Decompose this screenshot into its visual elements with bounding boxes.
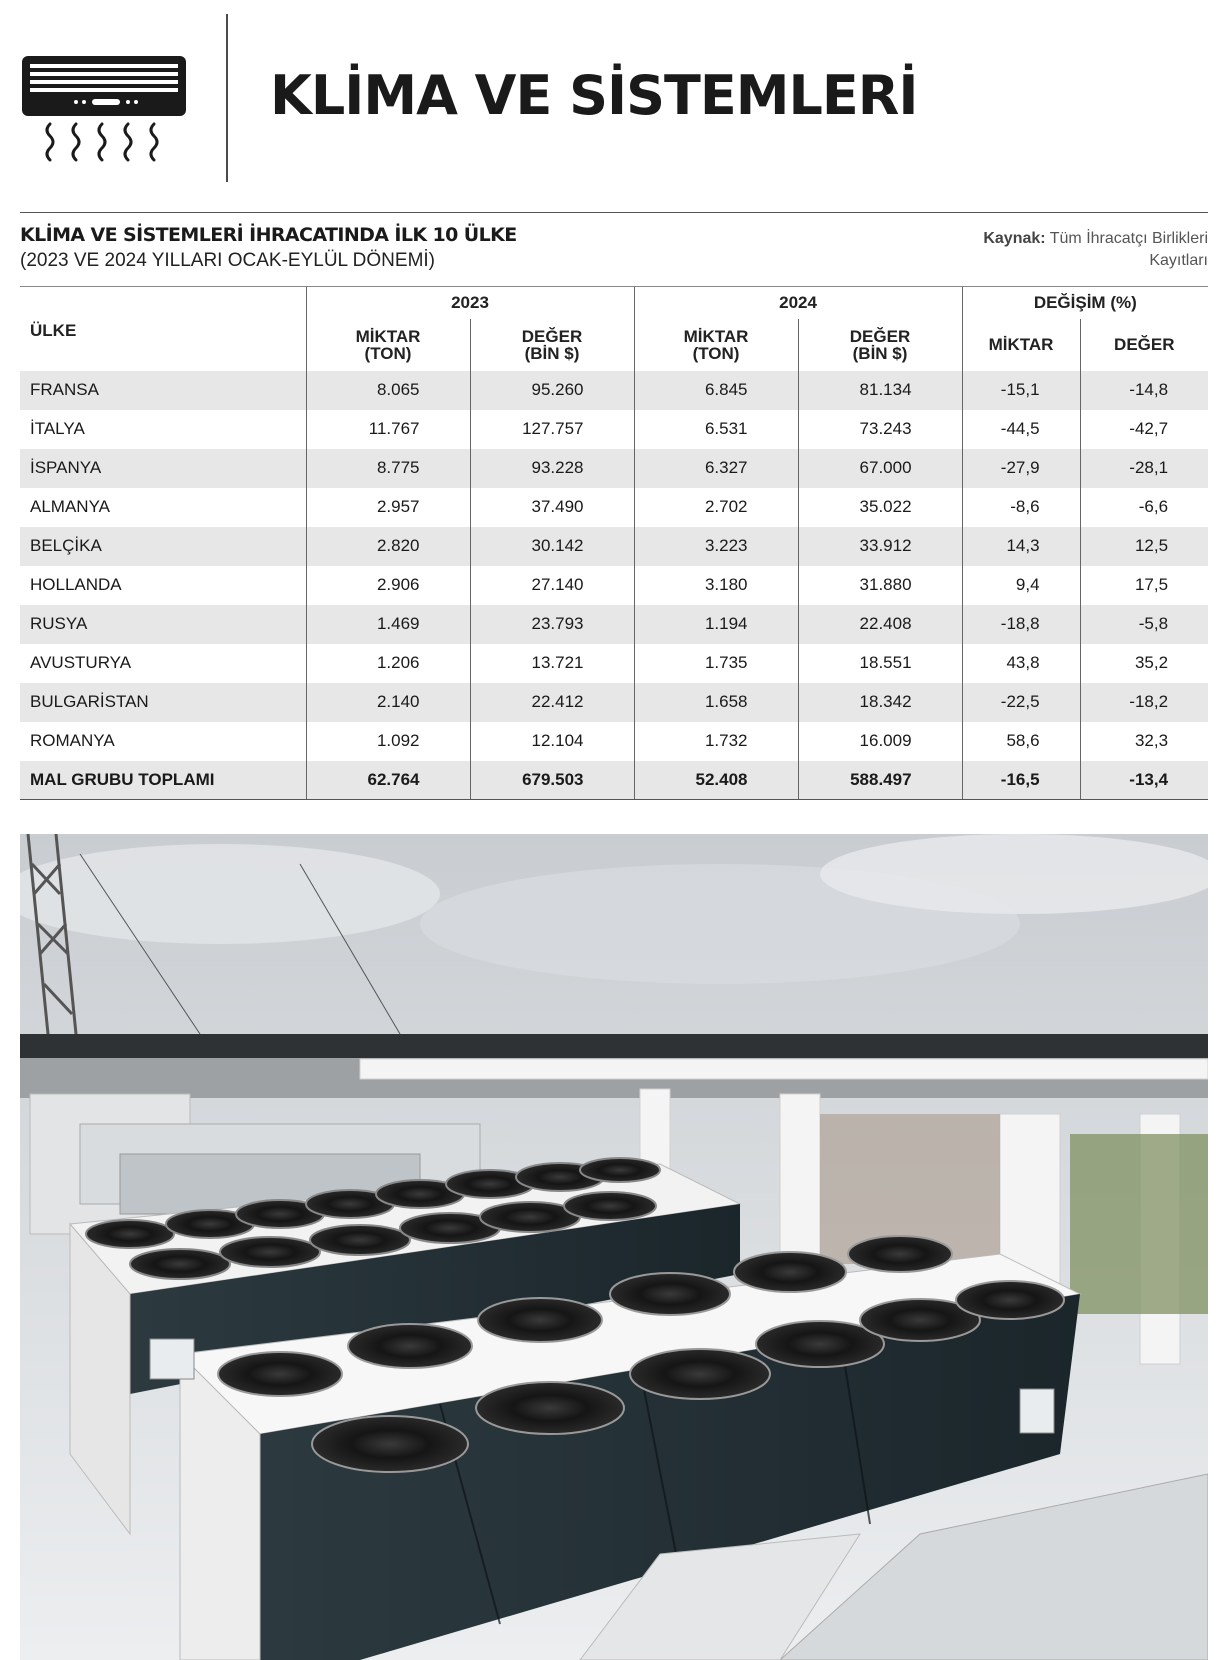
cell-change-val: -28,1	[1080, 449, 1208, 488]
cell-2024-val: 18.342	[798, 683, 962, 722]
cell-change-val: -14,8	[1080, 371, 1208, 410]
cell-change-qty: 43,8	[962, 644, 1080, 683]
col-header-country: ÜLKE	[20, 287, 306, 371]
cell-2023-qty: 1.469	[306, 605, 470, 644]
cell-change-val: -42,7	[1080, 410, 1208, 449]
val-unit: (BİN $)	[524, 343, 580, 363]
cell-2024-val: 31.880	[798, 566, 962, 605]
cell-country: FRANSA	[20, 371, 306, 410]
qty-unit: (TON)	[692, 343, 740, 363]
cell-change-qty: 58,6	[962, 722, 1080, 761]
cell-2024-val: 81.134	[798, 371, 962, 410]
cell-change-val: -13,4	[1080, 761, 1208, 800]
col-header-2024: 2024	[634, 287, 962, 319]
cell-2023-val: 679.503	[470, 761, 634, 800]
cell-change-val: 35,2	[1080, 644, 1208, 683]
cell-2024-val: 33.912	[798, 527, 962, 566]
table-total-row	[20, 761, 1208, 800]
table-row	[20, 605, 1208, 644]
cell-2024-qty: 6.845	[634, 371, 798, 410]
cell-2023-val: 37.490	[470, 488, 634, 527]
cell-2023-val: 23.793	[470, 605, 634, 644]
cell-2024-val: 22.408	[798, 605, 962, 644]
table-subtitle: (2023 VE 2024 YILLARI OCAK-EYLÜL DÖNEMİ)	[20, 250, 436, 271]
col-header-change: DEĞİŞİM (%)	[962, 287, 1208, 319]
cell-2023-qty: 8.065	[306, 371, 470, 410]
col-header-2023: 2023	[306, 287, 634, 319]
cell-change-qty: -16,5	[962, 761, 1080, 800]
col-header-2024-qty	[634, 319, 798, 371]
cell-2023-val: 27.140	[470, 566, 634, 605]
cell-country: ROMANYA	[30, 731, 115, 750]
cell-country: MAL GRUBU TOPLAMI	[20, 761, 306, 800]
cell-2024-val: 588.497	[798, 761, 962, 800]
cell-2024-val: 16.009	[798, 722, 962, 761]
cell-2024-qty: 1.735	[634, 644, 798, 683]
cell-change-val: 12,5	[1080, 527, 1208, 566]
page-header	[20, 14, 1208, 182]
cell-change-qty: -22,5	[962, 683, 1080, 722]
cell-2024-qty: 6.531	[634, 410, 798, 449]
cell-2023-val: 95.260	[470, 371, 634, 410]
rooftop-condenser-units-photo	[20, 834, 1208, 1660]
cell-change-val: -5,8	[1080, 605, 1208, 644]
cell-2024-qty: 3.223	[634, 527, 798, 566]
cell-2023-qty: 8.775	[306, 449, 470, 488]
cell-2023-val: 93.228	[470, 449, 634, 488]
source-label: Kaynak:	[983, 230, 1046, 247]
val-unit: (BİN $)	[852, 343, 908, 363]
cell-change-qty: -18,8	[962, 605, 1080, 644]
cell-2024-val: 18.551	[798, 644, 962, 683]
cell-change-val: 32,3	[1080, 722, 1208, 761]
table-title: KLİMA VE SİSTEMLERİ İHRACATINDA İLK 10 ÜLKE	[20, 224, 517, 246]
table-body	[20, 371, 1208, 800]
table-row	[20, 371, 1208, 410]
cell-2024-qty: 52.408	[634, 761, 798, 800]
table-row	[20, 410, 1208, 449]
cell-2024-qty: 1.194	[634, 605, 798, 644]
air-conditioner-icon	[20, 54, 188, 172]
cell-2024-qty: 2.702	[634, 488, 798, 527]
cell-2023-qty: 1.206	[306, 644, 470, 683]
cell-2024-val: 67.000	[798, 449, 962, 488]
cell-2024-qty: 1.658	[634, 683, 798, 722]
cell-2023-qty: 11.767	[306, 410, 470, 449]
table-row	[20, 683, 1208, 722]
section-divider	[20, 212, 1208, 213]
cell-2023-val: 22.412	[470, 683, 634, 722]
col-header-change-val: DEĞER	[1080, 319, 1208, 371]
cell-2024-qty: 1.732	[634, 722, 798, 761]
cell-change-qty: -44,5	[962, 410, 1080, 449]
cell-2023-val: 13.721	[470, 644, 634, 683]
col-header-2023-val	[470, 319, 634, 371]
table-row	[20, 449, 1208, 488]
header-divider	[226, 14, 228, 182]
cell-change-val: -6,6	[1080, 488, 1208, 527]
qty-label: MİKTAR	[355, 326, 421, 346]
table-row	[20, 722, 1208, 761]
qty-label: MİKTAR	[683, 326, 749, 346]
cell-2023-qty: 2.820	[306, 527, 470, 566]
cell-country: İTALYA	[30, 419, 85, 438]
cell-change-qty: -8,6	[962, 488, 1080, 527]
cell-country: RUSYA	[20, 605, 306, 644]
cell-change-val: -18,2	[1080, 683, 1208, 722]
cell-2024-val: 35.022	[798, 488, 962, 527]
col-header-change-qty: MİKTAR	[962, 319, 1080, 371]
cell-country: HOLLANDA	[30, 575, 122, 594]
cell-change-qty: 14,3	[962, 527, 1080, 566]
cell-2023-qty: 2.906	[306, 566, 470, 605]
cell-change-val: 17,5	[1080, 566, 1208, 605]
cell-2023-val: 12.104	[470, 722, 634, 761]
cell-country: İSPANYA	[20, 449, 306, 488]
cell-2024-qty: 6.327	[634, 449, 798, 488]
table-row	[20, 488, 1208, 527]
col-header-2023-qty	[306, 319, 470, 371]
export-table	[20, 286, 1208, 800]
qty-unit: (TON)	[364, 343, 412, 363]
cell-2023-val: 30.142	[470, 527, 634, 566]
val-label: DEĞER	[849, 326, 911, 346]
cell-change-qty: 9,4	[962, 566, 1080, 605]
val-label: DEĞER	[521, 326, 583, 346]
cell-2023-val: 127.757	[470, 410, 634, 449]
cell-2023-qty: 62.764	[306, 761, 470, 800]
cell-country: AVUSTURYA	[30, 653, 132, 672]
source-text: Tüm İhracatçı Birlikleri Kayıtları	[1049, 230, 1208, 269]
cell-country: BULGARİSTAN	[20, 683, 306, 722]
col-header-2024-val	[798, 319, 962, 371]
table-row	[20, 527, 1208, 566]
cell-country: BELÇİKA	[20, 527, 306, 566]
cell-2023-qty: 1.092	[306, 722, 470, 761]
cell-change-qty: -15,1	[962, 371, 1080, 410]
table-row	[20, 566, 1208, 605]
source-note	[948, 228, 1208, 272]
table-row	[20, 644, 1208, 683]
cell-2024-val: 73.243	[798, 410, 962, 449]
cell-country: ALMANYA	[30, 497, 110, 516]
cell-2023-qty: 2.140	[306, 683, 470, 722]
page-title: KLİMA VE SİSTEMLERİ	[270, 64, 918, 127]
cell-2023-qty: 2.957	[306, 488, 470, 527]
cell-change-qty: -27,9	[962, 449, 1080, 488]
cell-2024-qty: 3.180	[634, 566, 798, 605]
